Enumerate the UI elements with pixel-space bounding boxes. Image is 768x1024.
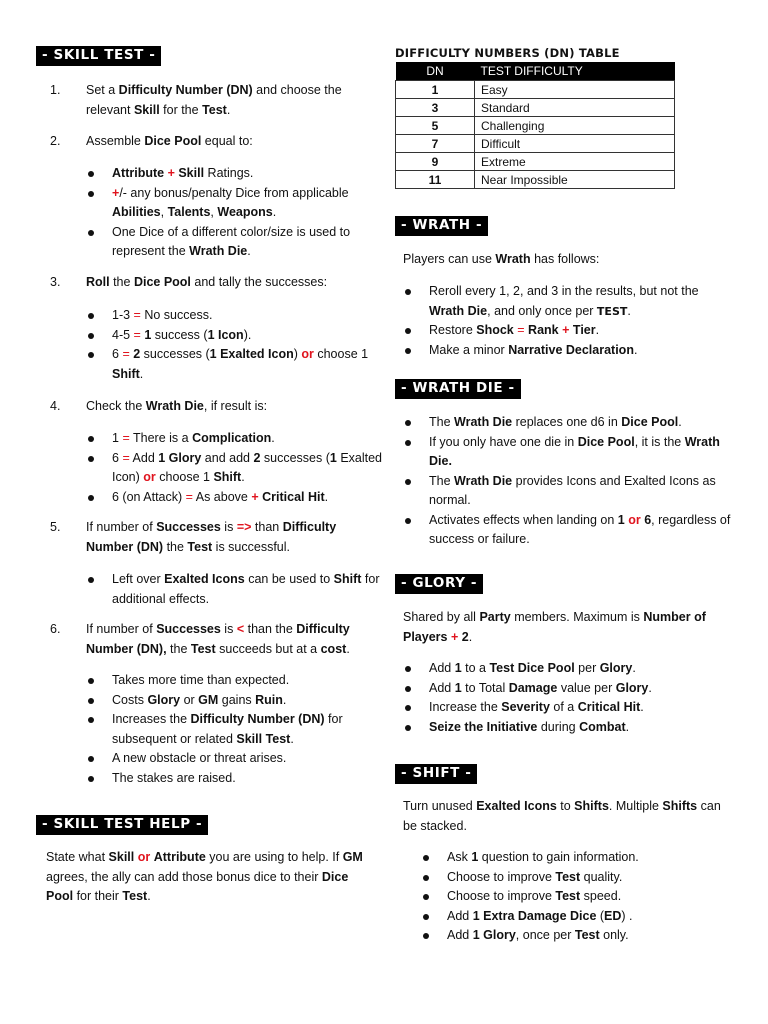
step-number: 3.	[50, 275, 61, 289]
step-text: If number of Successes is < than the Difficulty Number (DN), the Test succeeds but at a cost.	[86, 622, 350, 656]
table-row	[396, 81, 675, 99]
list-item: 6 = Add 1 Glory and add 2 successes (1 Exalted Icon) or choose 1 Shift.	[86, 449, 386, 488]
step-text: Roll the Dice Pool and tally the successes:	[86, 275, 328, 289]
list-item: 1 = There is a Complication.	[86, 429, 386, 449]
list-item: Left over Exalted Icons can be used to Shift for additional effects.	[86, 570, 386, 609]
list-item: Choose to improve Test quality.	[421, 868, 733, 888]
roll-results-list	[86, 306, 386, 384]
step-number: 2.	[50, 134, 61, 148]
shift-list	[421, 848, 733, 946]
step-text: Set a Difficulty Number (DN) and choose the relevant Skill for the Test.	[86, 83, 342, 117]
dn-cell: 7	[396, 135, 475, 153]
dn-cell: 11	[396, 171, 475, 189]
step-number: 4.	[50, 399, 61, 413]
wrath-header: - WRATH -	[395, 216, 488, 236]
list-item: Add 1 Glory, once per Test only.	[421, 926, 733, 946]
skill-test-help-header: - SKILL TEST HELP -	[36, 815, 208, 835]
shift-header: - SHIFT -	[395, 764, 477, 784]
dn-table	[395, 62, 675, 189]
difficulty-cell: Easy	[475, 81, 675, 99]
dn-cell: 1	[396, 81, 475, 99]
dice-pool-list	[86, 164, 386, 262]
list-item: One Dice of a different color/size is used to represent the Wrath Die.	[86, 223, 386, 262]
table-row	[396, 171, 675, 189]
wrath-die-list	[403, 413, 733, 550]
step-number: 5.	[50, 520, 61, 534]
list-item: Attribute + Skill Ratings.	[86, 164, 386, 184]
wrath-die-check-list	[86, 429, 386, 507]
table-header-row	[396, 62, 675, 81]
shift-intro: Turn unused Exalted Icons to Shifts. Multiple Shifts can be stacked.	[403, 799, 721, 833]
list-item: The Wrath Die replaces one d6 in Dice Pool.	[403, 413, 733, 433]
list-item: Costs Glory or GM gains Ruin.	[86, 691, 386, 711]
glory-header: - GLORY -	[395, 574, 483, 594]
step-text: Assemble Dice Pool equal to:	[86, 134, 253, 148]
list-item: Takes more time than expected.	[86, 671, 386, 691]
step-text: Check the Wrath Die, if result is:	[86, 399, 268, 413]
list-item: Restore Shock = Rank + Tier.	[403, 321, 733, 341]
list-item: Make a minor Narrative Declaration.	[403, 341, 733, 361]
wrath-list	[403, 282, 733, 360]
dn-cell: 5	[396, 117, 475, 135]
list-item: Ask 1 question to gain information.	[421, 848, 733, 868]
list-item: The stakes are raised.	[86, 769, 386, 789]
difficulty-column-header: TEST DIFFICULTY	[475, 62, 675, 81]
list-item: 4-5 = 1 success (1 Icon).	[86, 326, 386, 346]
cost-list	[86, 671, 386, 788]
list-item: Add 1 to Total Damage value per Glory.	[403, 679, 733, 699]
success-list	[86, 570, 386, 609]
difficulty-cell: Extreme	[475, 153, 675, 171]
step-text: If number of Successes is => than Difficulty Number (DN) the Test is successful.	[86, 520, 337, 554]
list-item: A new obstacle or threat arises.	[86, 749, 386, 769]
difficulty-cell: Near Impossible	[475, 171, 675, 189]
wrath-intro: Players can use Wrath has follows:	[403, 252, 600, 266]
list-item: 1-3 = No success.	[86, 306, 386, 326]
difficulty-cell: Standard	[475, 99, 675, 117]
list-item: If you only have one die in Dice Pool, it is the Wrath Die.	[403, 433, 733, 472]
difficulty-cell: Challenging	[475, 117, 675, 135]
wrath-die-header: - WRATH DIE -	[395, 379, 521, 399]
list-item: +/- any bonus/penalty Dice from applicable Abilities, Talents, Weapons.	[86, 184, 386, 223]
list-item: Seize the Initiative during Combat.	[403, 718, 733, 738]
glory-list	[403, 659, 733, 737]
table-row	[396, 135, 675, 153]
table-row	[396, 99, 675, 117]
list-item: Increase the Severity of a Critical Hit.	[403, 698, 733, 718]
list-item: 6 = 2 successes (1 Exalted Icon) or choose 1 Shift.	[86, 345, 386, 384]
list-item: The Wrath Die provides Icons and Exalted Icons as normal.	[403, 472, 733, 511]
dn-cell: 9	[396, 153, 475, 171]
glory-intro: Shared by all Party members. Maximum is Number of Players + 2.	[403, 610, 706, 644]
step-number: 1.	[50, 83, 61, 97]
list-item: Add 1 Extra Damage Dice (ED) .	[421, 907, 733, 927]
skill-test-header: - SKILL TEST -	[36, 46, 161, 66]
list-item: Increases the Difficulty Number (DN) for subsequent or related Skill Test.	[86, 710, 386, 749]
step-number: 6.	[50, 622, 61, 636]
dn-cell: 3	[396, 99, 475, 117]
list-item: Reroll every 1, 2, and 3 in the results, but not the Wrath Die, and only once per TEST.	[403, 282, 733, 321]
list-item: Choose to improve Test speed.	[421, 887, 733, 907]
skill-test-help-text: State what Skill or Attribute you are using to help. If GM agrees, the ally can add those bonus dice to their Dice Pool for their Test.	[46, 850, 363, 903]
dn-column-header: DN	[396, 62, 475, 81]
table-row	[396, 117, 675, 135]
list-item: Add 1 to a Test Dice Pool per Glory.	[403, 659, 733, 679]
dn-table-title: DIFFICULTY NUMBERS (DN) TABLE	[395, 46, 620, 60]
difficulty-cell: Difficult	[475, 135, 675, 153]
list-item: Activates effects when landing on 1 or 6, regardless of success or failure.	[403, 511, 733, 550]
list-item: 6 (on Attack) = As above + Critical Hit.	[86, 488, 386, 508]
table-row	[396, 153, 675, 171]
